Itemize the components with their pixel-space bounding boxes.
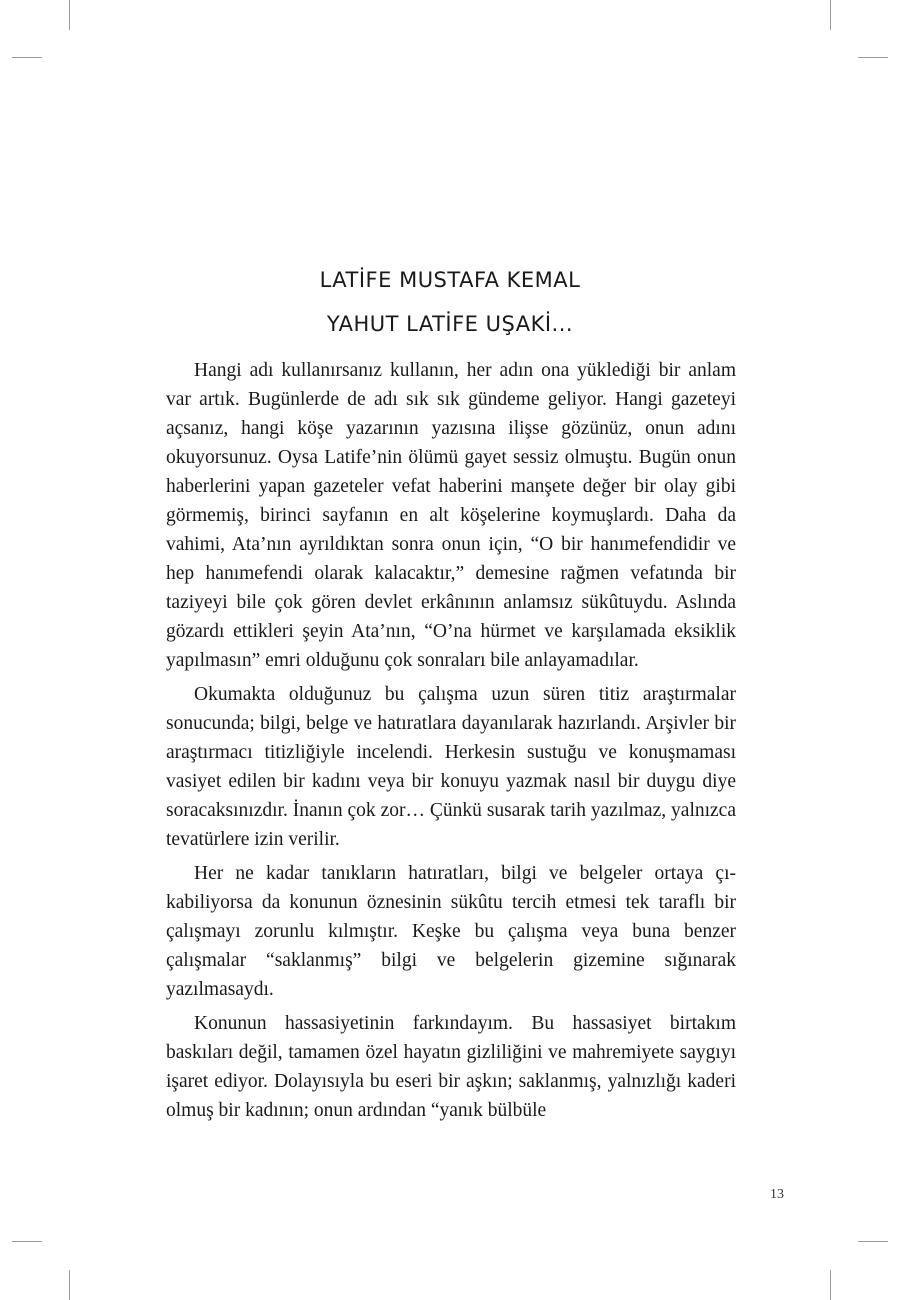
- paragraph: Her ne kadar tanıkların hatıratları, bilgi ve belgeler ortaya çıkabiliyorsa da konunun öznesinin sükûtu tercih etmesi tek taraflı bir çalışmayı zorunlu kılmıştır. Keşke bu çalışma veya buna benzer çalışmalar “saklanmış” bilgi ve belgelerin gizemine sığınarak yazılmasaydı.: [166, 863, 736, 1000]
- page-number: 13: [770, 1187, 784, 1202]
- paragraph: Hangi adı kullanırsanız kullanın, her adın ona yüklediği bir anlam var artık. Bugünlerde de adı sık sık gündeme geliyor. Hangi gazeteyi açsanız, hangi köşe yazarının yazısına ilişse gözünüz, onun adını okuyorsunuz. Oysa Latife’nin ölümü gayet sessiz olmuştu. Bugün onun haberlerini yapan gazeteler vefat haberini manşete değer bir olay gibi görmemiş, birinci sayfanın en alt köşelerine koymuşlardı. Daha da vahimi, Ata’nın ayrıldıktan sonra onun için, “O bir hanımefendidir ve hep hanımefendi olarak kalacaktır,” demesine rağmen vefatında bir taziyeyi bile çok gören devlet erkânının anlamsız sükûtuydu. Aslında gözardı ettikleri şeyin Ata’nın, “O’na hürmet ve karşılamada eksiklik yapılmasın” emri olduğunu çok sonraları bile anlayamadılar.: [166, 360, 736, 671]
- crop-mark-left-bottom: [12, 1241, 42, 1242]
- chapter-title-line-2: YAHUT LATİFE UŞAKİ...: [326, 312, 574, 336]
- paragraph: Okumakta olduğunuz bu çalışma uzun süren titiz araştırmalar sonucunda; bilgi, belge ve hatıratlara dayanılarak hazırlandı. Arşivler bir araştırmacı titizliğiyle incelendi. Herkesin sustuğu ve konuşmaması vasiyet edilen bir kadını veya bir konuyu yazmak nasıl bir duygu diye soracaksınızdır. İnanın çok zor… Çünkü susarak tarih yazılmaz, yalnızca tevatürlere izin verilir.: [166, 684, 736, 850]
- crop-mark-top-left: [69, 0, 70, 30]
- crop-mark-right-top: [858, 57, 888, 58]
- crop-mark-bottom-left: [69, 1270, 70, 1300]
- crop-mark-left-top: [12, 57, 42, 58]
- crop-mark-top-right: [830, 0, 831, 30]
- body-text: [166, 356, 736, 1130]
- crop-mark-bottom-right: [830, 1270, 831, 1300]
- crop-mark-right-bottom: [858, 1241, 888, 1242]
- chapter-title-line-1: LATİFE MUSTAFA KEMAL: [319, 268, 581, 292]
- paragraph: Konunun hassasiyetinin farkındayım. Bu hassasiyet birtakım baskıları değil, tamamen özel hayatın gizliliğini ve mahremiyete saygıyı işaret ediyor. Dolayısıyla bu eseri bir aşkın; saklanmış, yalnızlığı kaderi olmuş bir kadının; onun ardından “yanık bülbüle: [166, 1013, 736, 1121]
